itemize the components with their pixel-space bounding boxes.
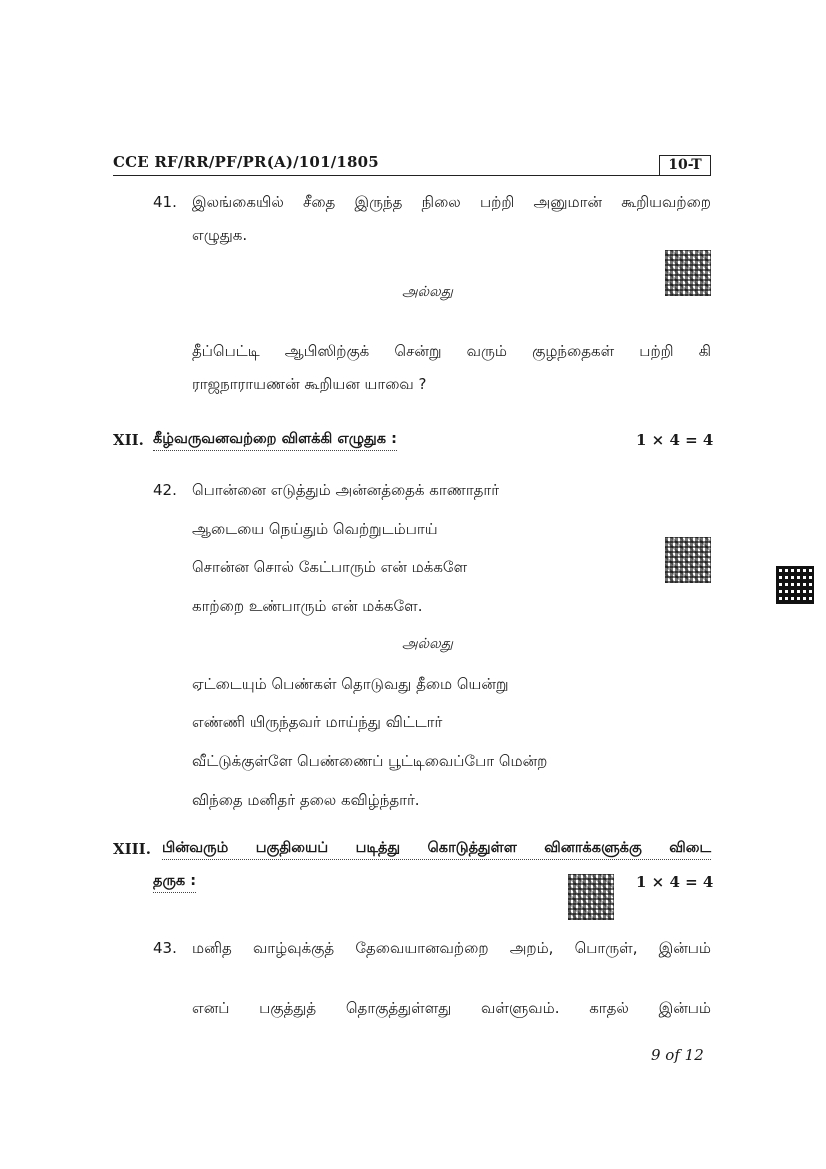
poem-line: பொன்னை எடுத்தும் அன்னத்தைக் காணாதார் <box>192 481 500 499</box>
section-title-continued: தருக : <box>153 873 196 893</box>
question-43-line-2: எனப் பகுத்துத் தொகுத்துள்ளது வள்ளுவம். காதல் இன்பம் <box>192 999 711 1017</box>
section-marks: 1 × 4 = 4 <box>636 431 714 449</box>
question-number: 42. <box>153 481 177 499</box>
poem-line: விந்தை மனிதர் தலை கவிழ்ந்தார். <box>192 791 420 809</box>
question-41-line-1: இலங்கையில் சீதை இருந்த நிலை பற்றி அனுமான் கூறியவற்றை <box>192 193 711 211</box>
page-number: 9 of 12 <box>651 1046 704 1064</box>
qr-code-icon <box>665 537 711 583</box>
header-rule <box>113 175 710 176</box>
alternative-label: அல்லது <box>402 636 453 652</box>
section-marks: 1 × 4 = 4 <box>636 873 714 891</box>
section-number: XII. <box>113 431 144 449</box>
poem-line: ஏட்டையும் பெண்கள் தொடுவது தீமை யென்று <box>192 675 509 693</box>
poem-line: வீட்டுக்குள்ளே பெண்ணைப் பூட்டிவைப்போ மென்ற <box>192 752 548 770</box>
poem-line: சொன்ன சொல் கேட்பாரும் என் மக்களே <box>192 558 468 576</box>
qr-code-icon <box>776 566 814 604</box>
question-number: 43. <box>153 939 177 957</box>
section-title: கீழ்வருவனவற்றை விளக்கி எழுதுக : <box>153 431 397 451</box>
qr-code-icon <box>665 250 711 296</box>
qr-code-icon <box>568 874 614 920</box>
question-41-alt-line-1: தீப்பெட்டி ஆபிஸிற்குக் சென்று வரும் குழந்தைகள் பற்றி கி <box>192 342 711 360</box>
question-43-line-1: மனித வாழ்வுக்குத் தேவையானவற்றை அறம், பொருள், இன்பம் <box>192 939 711 957</box>
poem-line: காற்றை உண்பாரும் என் மக்களே. <box>192 597 423 615</box>
poem-line: ஆடையை நெய்தும் வெற்றுடம்பாய் <box>192 520 438 538</box>
question-41-line-2: எழுதுக. <box>192 226 248 244</box>
alternative-label: அல்லது <box>402 284 453 300</box>
section-number: XIII. <box>113 840 151 858</box>
question-number: 41. <box>153 193 177 211</box>
poem-line: எண்ணி யிருந்தவர் மாய்ந்து விட்டார் <box>192 713 443 731</box>
paper-code: CCE RF/RR/PF/PR(A)/101/1805 <box>113 153 379 171</box>
version-box: 10-T <box>659 155 711 176</box>
section-title: பின்வரும் பகுதியைப் படித்து கொடுத்துள்ள வினாக்களுக்கு விடை <box>162 840 711 860</box>
question-41-alt-line-2: ராஜநாராயணன் கூறியன யாவை ? <box>192 375 427 393</box>
